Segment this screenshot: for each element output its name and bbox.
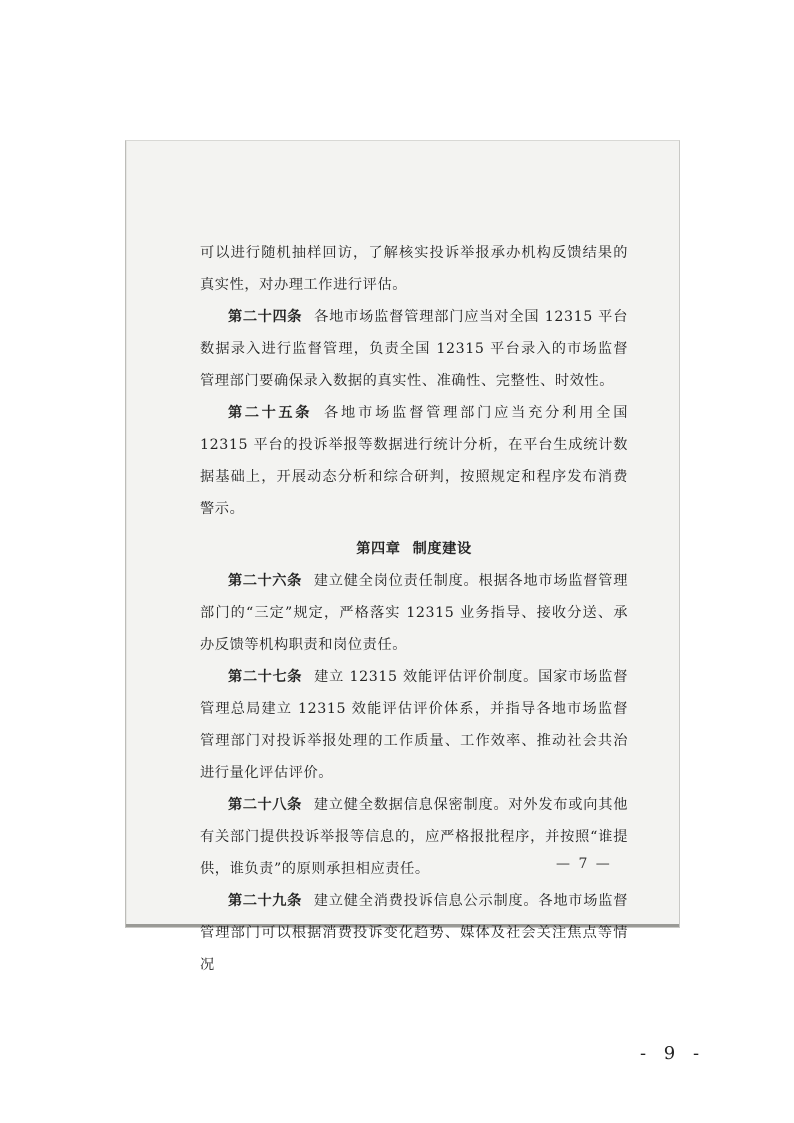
chapter-number: 第四章 [356, 541, 401, 557]
scanned-page [125, 140, 680, 973]
article-number: 第二十九条 [228, 893, 302, 909]
article-text: 建立健全消费投诉信息公示制度。各地市场监督管理部门可以根据消费投诉变化趋势、媒体及社会关注焦点等情况 [200, 893, 628, 973]
article-number: 第二十五条 [228, 405, 313, 421]
article-text: 各地市场监督管理部门应当充分利用全国 12315 平台的投诉举报等数据进行统计分析，在平台生成统计数据基础上，开展动态分析和综合研判，按照规定和程序发布消费警示。 [200, 405, 628, 517]
article-27 [200, 661, 628, 789]
article-text: 各地市场监督管理部门应当对全国 12315 平台数据录入进行监督管理，负责全国 12315 平台录入的市场监督管理部门要确保录入数据的真实性、准确性、完整性、时效性。 [200, 309, 628, 389]
inner-page-number: — 7 — [556, 856, 612, 872]
chapter-heading [200, 533, 628, 565]
article-text: 建立 12315 效能评估评价制度。国家市场监督管理总局建立 12315 效能评估评价体系，并指导各地市场监督管理部门对投诉举报处理的工作质量、工作效率、推动社会共治进行量化评估评价。 [200, 669, 628, 781]
article-25 [200, 397, 628, 525]
article-29 [200, 885, 628, 981]
article-26 [200, 565, 628, 661]
article-text: 建立健全岗位责任制度。根据各地市场监督管理部门的“三定”规定，严格落实 12315 业务指导、接收分送、承办反馈等机构职责和岗位责任。 [200, 573, 628, 653]
article-number: 第二十四条 [228, 309, 303, 325]
chapter-title: 制度建设 [412, 541, 472, 557]
outer-page-number: - 9 - [640, 1043, 706, 1064]
article-number: 第二十八条 [228, 797, 302, 813]
article-number: 第二十七条 [228, 669, 303, 685]
article-number: 第二十六条 [228, 573, 302, 589]
paragraph-continued [200, 237, 628, 301]
paragraph-text: 可以进行随机抽样回访，了解核实投诉举报承办机构反馈结果的真实性，对办理工作进行评估。 [200, 245, 628, 293]
article-text: 建立健全数据信息保密制度。对外发布或向其他有关部门提供投诉举报等信息的，应严格报批程序，并按照“谁提供，谁负责”的原则承担相应责任。 [200, 797, 628, 877]
article-24 [200, 301, 628, 397]
